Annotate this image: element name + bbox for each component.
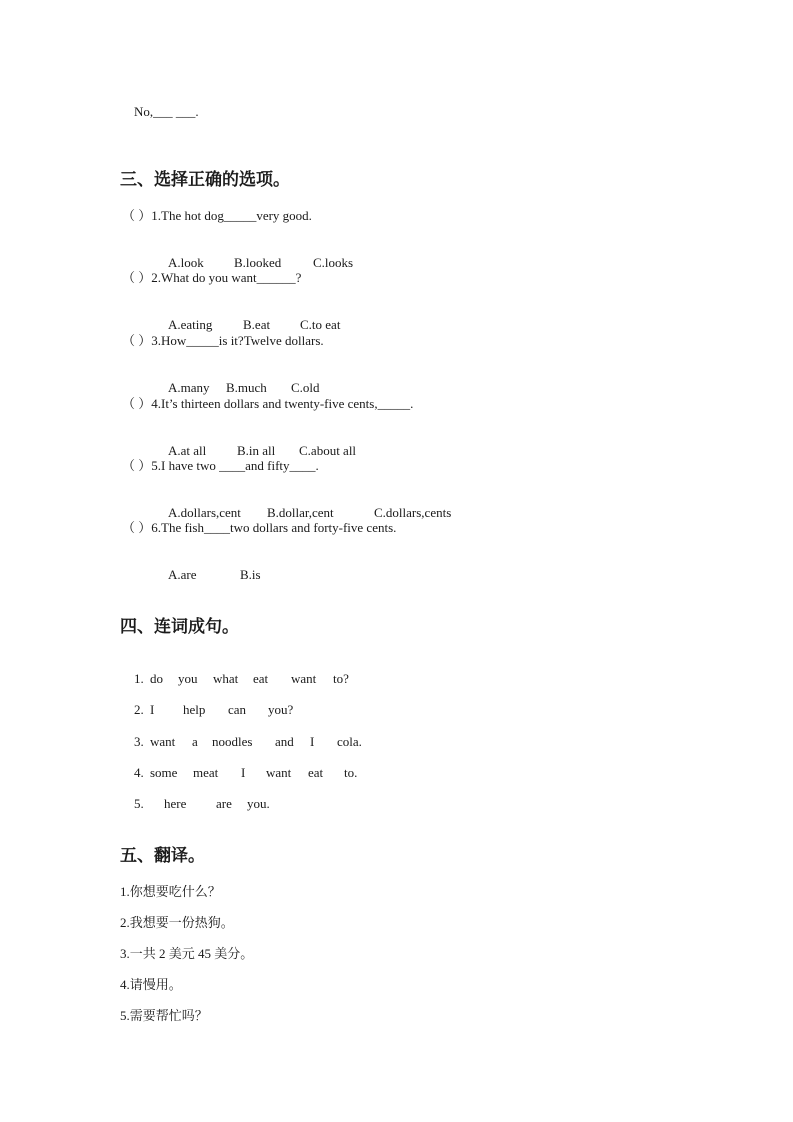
option-b: B.in all bbox=[237, 443, 276, 458]
word: eat bbox=[308, 765, 324, 780]
word: want bbox=[266, 765, 292, 780]
word: to? bbox=[333, 671, 349, 686]
question-1: （ ）1.The hot dog_____very good. bbox=[122, 208, 312, 223]
option-a: A.are bbox=[168, 567, 197, 582]
option-c: C.looks bbox=[313, 255, 354, 270]
word: do bbox=[150, 671, 163, 686]
option-c: C.dollars,cents bbox=[374, 505, 452, 520]
word: here bbox=[164, 796, 187, 811]
sentence-item-5 bbox=[121, 780, 270, 828]
word: cola. bbox=[337, 734, 362, 749]
word: I bbox=[150, 702, 155, 717]
item-number: 4. bbox=[134, 765, 144, 780]
option-b: B.is bbox=[240, 567, 261, 582]
option-a: A.dollars,cent bbox=[168, 505, 241, 520]
word: I bbox=[310, 734, 315, 749]
word: eat bbox=[253, 671, 269, 686]
word: some bbox=[150, 765, 178, 780]
question-2: （ ）2.What do you want______? bbox=[122, 270, 302, 285]
translation-item-3: 3.一共 2 美元 45 美分。 bbox=[120, 946, 254, 961]
translation-item-2: 2.我想要一份热狗。 bbox=[120, 915, 234, 930]
word: to. bbox=[344, 765, 358, 780]
carry-over-answer-line: No,___ ___. bbox=[134, 104, 199, 119]
word: want bbox=[150, 734, 176, 749]
question-6-options bbox=[155, 551, 261, 599]
option-b: B.dollar,cent bbox=[267, 505, 334, 520]
item-number: 1. bbox=[134, 671, 144, 686]
option-b: B.eat bbox=[243, 317, 271, 332]
word: what bbox=[213, 671, 239, 686]
word: and bbox=[275, 734, 294, 749]
item-number: 2. bbox=[134, 702, 144, 717]
question-3: （ ）3.How_____is it?Twelve dollars. bbox=[122, 333, 324, 348]
question-5: （ ）5.I have two ____and fifty____. bbox=[122, 458, 319, 473]
section-3-heading: 三、选择正确的选项。 bbox=[120, 170, 290, 190]
word: I bbox=[241, 765, 246, 780]
word: can bbox=[228, 702, 247, 717]
word: are bbox=[216, 796, 232, 811]
option-c: C.old bbox=[291, 380, 320, 395]
question-4: （ ）4.It’s thirteen dollars and twenty-five cents,_____. bbox=[122, 396, 414, 411]
option-b: B.looked bbox=[234, 255, 282, 270]
item-number: 3. bbox=[134, 734, 144, 749]
question-6: （ ）6.The fish____two dollars and forty-five cents. bbox=[122, 520, 397, 535]
translation-item-1: 1.你想要吃什么？ bbox=[120, 884, 221, 899]
section-5-heading: 五、翻译。 bbox=[120, 846, 205, 866]
option-c: C.to eat bbox=[300, 317, 341, 332]
translation-item-5: 5.需要帮忙吗？ bbox=[120, 1008, 208, 1023]
word: you. bbox=[247, 796, 270, 811]
word: noodles bbox=[212, 734, 253, 749]
word: meat bbox=[193, 765, 219, 780]
word: want bbox=[291, 671, 317, 686]
word: a bbox=[192, 734, 198, 749]
option-c: C.about all bbox=[299, 443, 357, 458]
option-a: A.at all bbox=[168, 443, 207, 458]
word: you? bbox=[268, 702, 294, 717]
option-a: A.eating bbox=[168, 317, 213, 332]
option-a: A.many bbox=[168, 380, 210, 395]
option-b: B.much bbox=[226, 380, 267, 395]
item-number: 5. bbox=[134, 796, 144, 811]
word: help bbox=[183, 702, 206, 717]
section-4-heading: 四、连词成句。 bbox=[120, 617, 239, 637]
option-a: A.look bbox=[168, 255, 204, 270]
word: you bbox=[178, 671, 198, 686]
translation-item-4: 4.请慢用。 bbox=[120, 977, 182, 992]
